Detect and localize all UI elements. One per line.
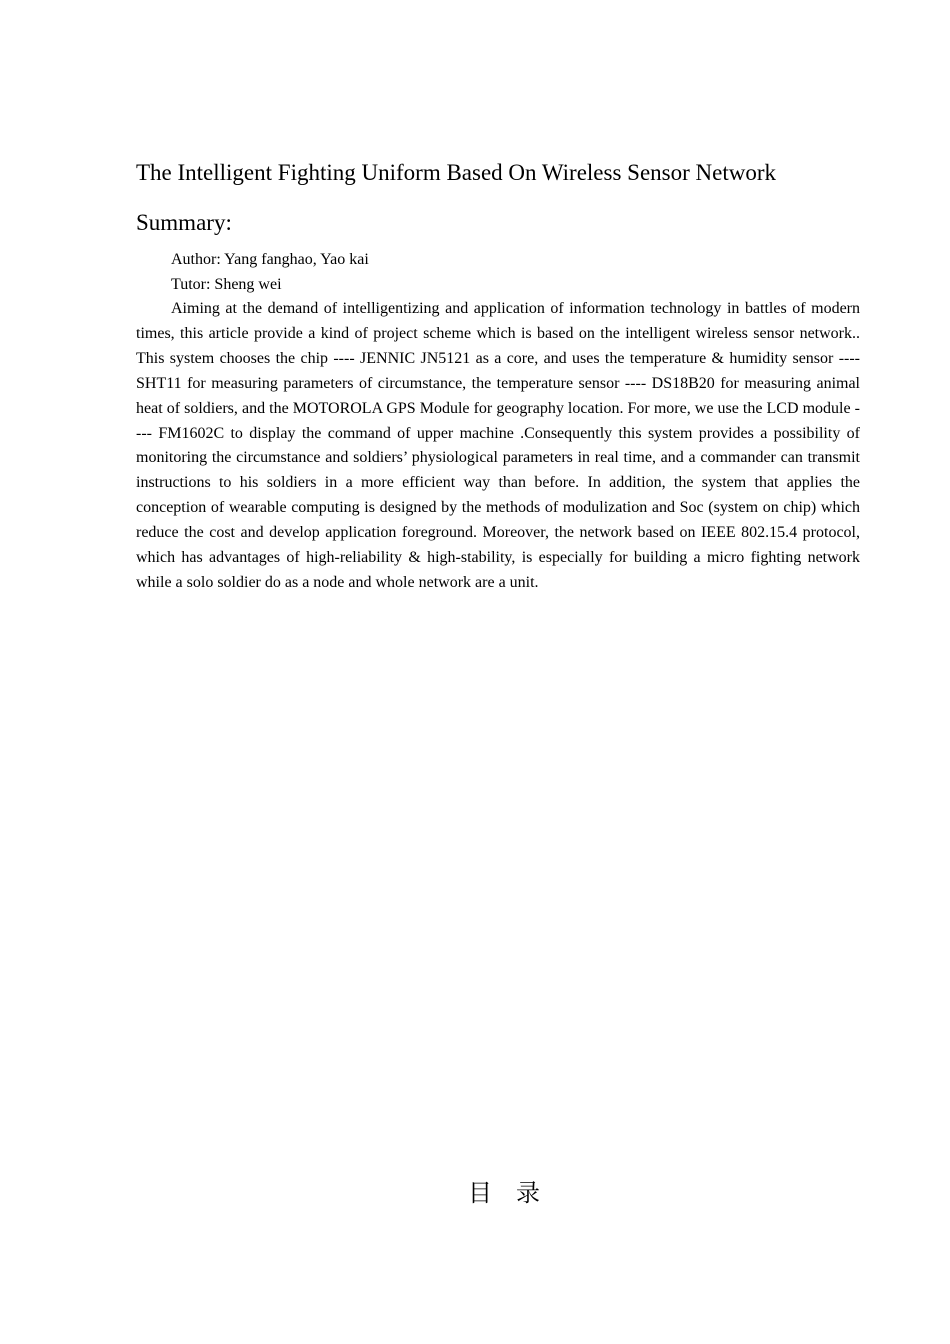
- abstract-paragraph: Aiming at the demand of intelligentizing and application of information technology in battles of modern times, this article provide a kind of project scheme which is based on the intelligent wireless sensor network.. This system chooses the chip ---- JENNIC JN5121 as a core, and uses the temperature & humidity sensor ---- SHT11 for measuring parameters of circumstance, the temperature sensor ---- DS18B20 for measuring animal heat of soldiers, and the MOTOROLA GPS Module for geography location. For more, we use the LCD module ---- FM1602C to display the command of upper machine .Consequently this system provides a possibility of monitoring the circumstance and soldiers’ physiological parameters in real time, and a commander can transmit instructions to his soldiers in a more efficient way than before. In addition, the system that applies the conception of wearable computing is designed by the methods of modulization and Soc (system on chip) which reduce the cost and develop application foreground. Moreover, the network based on IEEE 802.15.4 protocol, which has advantages of high-reliability & high-stability, is especially for building a micro fighting network while a solo soldier do as a node and whole network are a unit.: [136, 300, 860, 591]
- tutor-line: Tutor: Sheng wei: [171, 276, 282, 293]
- summary-heading: Summary:: [136, 210, 232, 235]
- author-line: Author: Yang fanghao, Yao kai: [171, 251, 369, 268]
- paper-title: The Intelligent Fighting Uniform Based On Wireless Sensor Network: [136, 160, 776, 185]
- table-of-contents-heading: 目录: [468, 1179, 564, 1207]
